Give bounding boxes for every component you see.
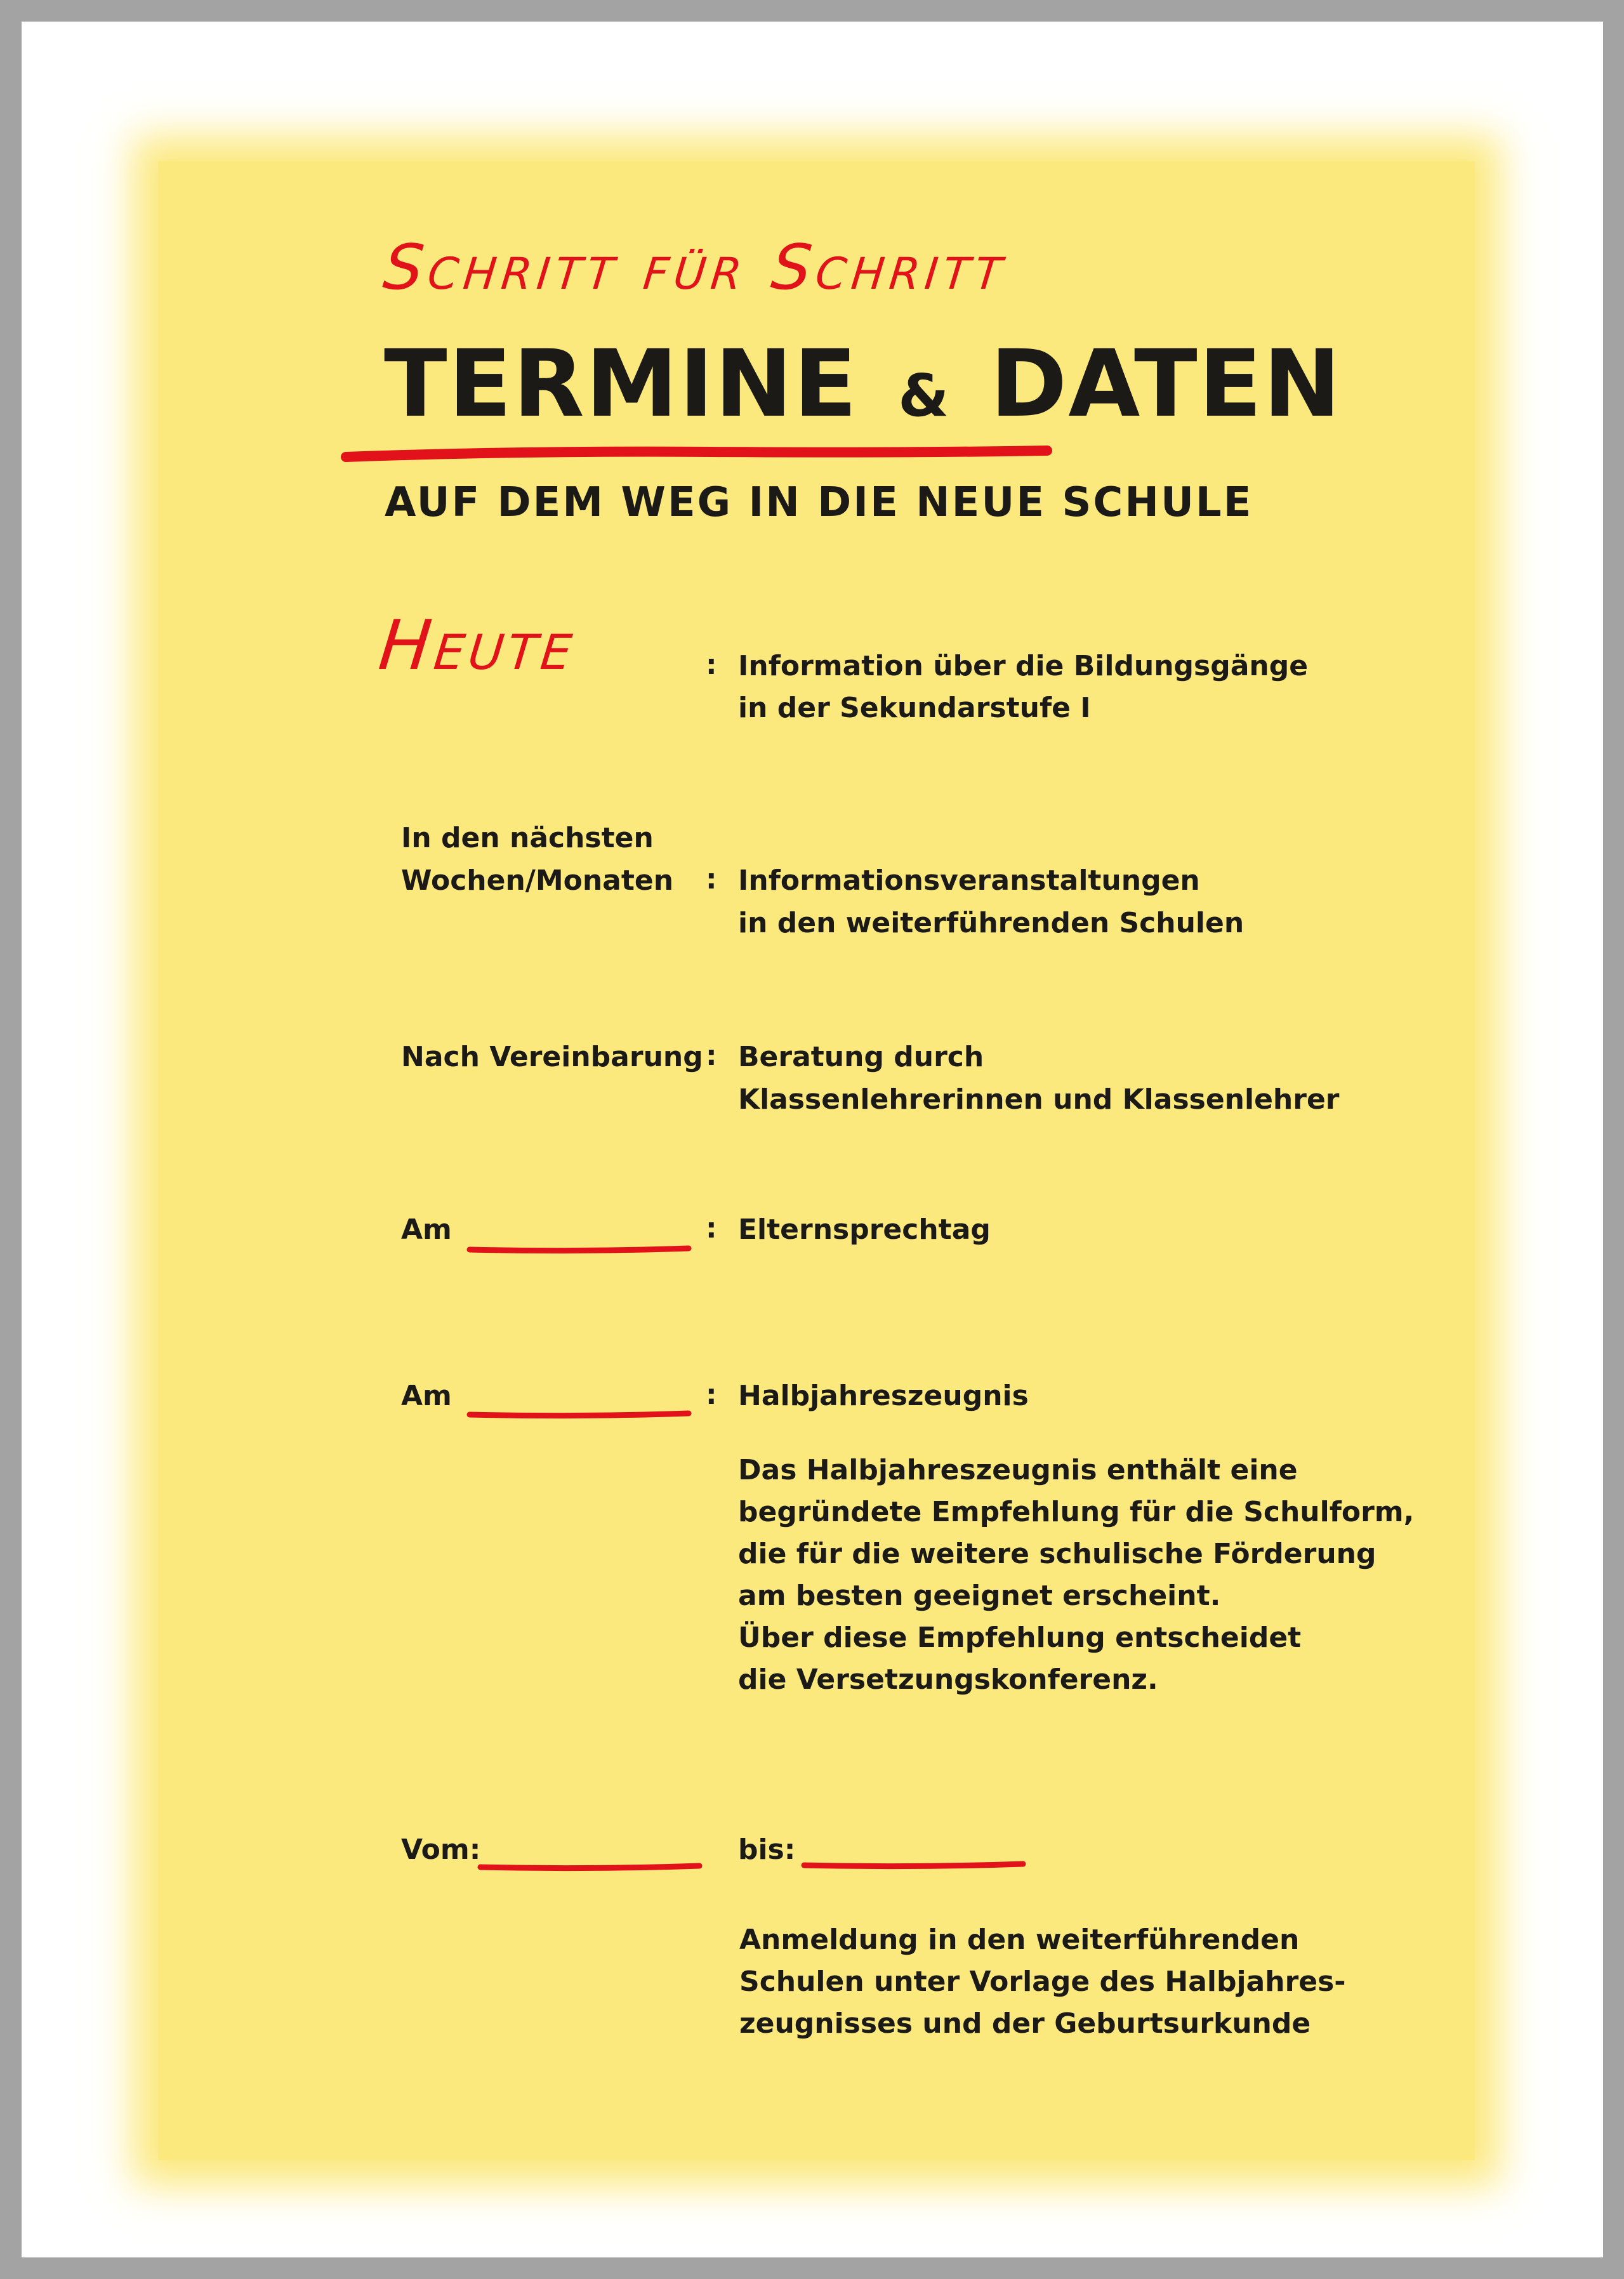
row5-note-line5: Über diese Empfehlung entscheidet bbox=[738, 1622, 1302, 1654]
row5-note-line3: die für die weitere schulische Förderung bbox=[738, 1538, 1376, 1570]
row6-from-blank-line[interactable] bbox=[477, 1858, 706, 1877]
row5-note-line1: Das Halbjahreszeugnis enthält eine bbox=[738, 1454, 1298, 1486]
row6-to-blank-line[interactable] bbox=[801, 1856, 1029, 1875]
row5-colon: : bbox=[706, 1378, 717, 1411]
row4-colon: : bbox=[706, 1212, 717, 1245]
row3-text-line1: Beratung durch bbox=[738, 1041, 984, 1073]
row3-label: Nach Vereinbarung bbox=[401, 1041, 703, 1073]
row2-text-line2: in den weiterführenden Schulen bbox=[738, 907, 1244, 939]
row1-text-line2: in der Sekundarstufe I bbox=[738, 692, 1091, 724]
row2-label-line2: Wochen/Monaten bbox=[401, 864, 674, 897]
row6-from-label: Vom: bbox=[401, 1833, 481, 1866]
row4-label: Am bbox=[401, 1213, 452, 1246]
page-subtitle: AUF DEM WEG IN DIE NEUE SCHULE bbox=[385, 479, 1253, 526]
row1-text-line1: Information über die Bildungsgänge bbox=[738, 650, 1309, 682]
title-end: DATEN bbox=[990, 330, 1342, 438]
row6-to-label: bis: bbox=[738, 1833, 796, 1866]
row5-note-line2: begründete Empfehlung für die Schulform, bbox=[738, 1496, 1415, 1528]
title-underline-stroke bbox=[330, 438, 1066, 470]
heute-label: Heute bbox=[375, 606, 580, 685]
row4-date-blank-line[interactable] bbox=[466, 1241, 695, 1260]
row3-text-line2: Klassenlehrerinnen und Klassenlehrer bbox=[738, 1083, 1340, 1116]
row6-note-line2: Schulen unter Vorlage des Halbjahres- bbox=[739, 1965, 1346, 1998]
row6-note-line3: zeugnisses und der Geburtsurkunde bbox=[739, 2007, 1311, 2040]
page-title bbox=[384, 330, 1342, 438]
row2-label-line1: In den nächsten bbox=[401, 822, 654, 854]
handwritten-kicker: Schritt für Schritt bbox=[380, 232, 1012, 304]
row5-date-blank-line[interactable] bbox=[466, 1406, 695, 1425]
row6-note-line1: Anmeldung in den weiterführenden bbox=[739, 1924, 1300, 1956]
row5-label: Am bbox=[401, 1380, 452, 1412]
row1-colon: : bbox=[706, 649, 717, 681]
title-main: TERMINE bbox=[384, 330, 859, 438]
row2-text-line1: Informationsveranstaltungen bbox=[738, 864, 1200, 897]
row2-colon: : bbox=[706, 863, 717, 895]
row5-note-line6: die Versetzungskonferenz. bbox=[738, 1663, 1158, 1696]
row3-colon: : bbox=[706, 1040, 717, 1072]
row5-text: Halbjahreszeugnis bbox=[738, 1380, 1029, 1412]
row4-text: Elternsprechtag bbox=[738, 1213, 991, 1246]
title-ampersand: & bbox=[898, 362, 951, 430]
row5-note-line4: am besten geeignet erscheint. bbox=[738, 1580, 1221, 1612]
